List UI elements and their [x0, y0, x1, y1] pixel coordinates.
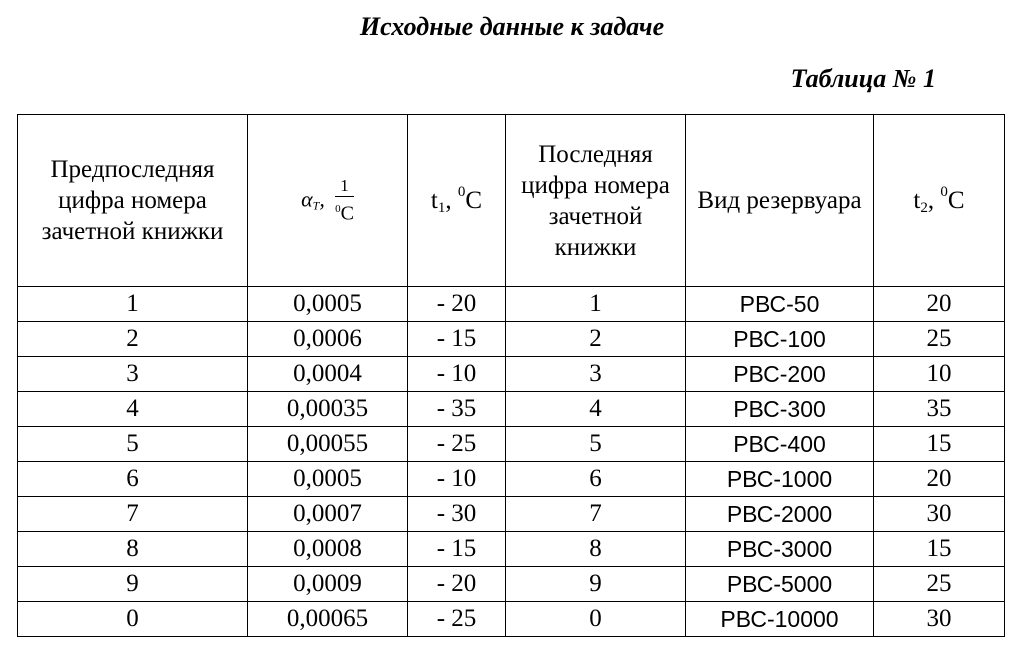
cell-alpha: 0,0009: [248, 567, 408, 602]
alpha-unit-degree: 0: [335, 202, 341, 215]
data-table: [17, 114, 1005, 637]
cell-penultimate-digit: 6: [18, 462, 248, 497]
alpha-subscript: T: [312, 198, 320, 213]
cell-last-digit: 1: [506, 287, 686, 322]
cell-tank-type: РВС-1000: [686, 462, 874, 497]
cell-last-digit: 4: [506, 392, 686, 427]
cell-tank-type: РВС-400: [686, 427, 874, 462]
cell-penultimate-digit: 1: [18, 287, 248, 322]
t1-celsius: C: [465, 187, 483, 214]
header-alpha: [248, 115, 408, 287]
cell-t2: 25: [874, 322, 1005, 357]
cell-last-digit: 8: [506, 532, 686, 567]
cell-t1: - 15: [408, 322, 506, 357]
cell-t2: 20: [874, 287, 1005, 322]
cell-tank-type: РВС-300: [686, 392, 874, 427]
cell-tank-type: РВС-100: [686, 322, 874, 357]
cell-t1: - 15: [408, 532, 506, 567]
table-row: [18, 287, 1005, 322]
cell-t1: - 35: [408, 392, 506, 427]
cell-penultimate-digit: 9: [18, 567, 248, 602]
t2-degree: 0: [940, 184, 948, 200]
cell-alpha: 0,00035: [248, 392, 408, 427]
cell-t1: - 30: [408, 497, 506, 532]
cell-t2: 20: [874, 462, 1005, 497]
cell-t1: - 20: [408, 567, 506, 602]
cell-penultimate-digit: 5: [18, 427, 248, 462]
cell-tank-type: РВС-5000: [686, 567, 874, 602]
cell-t2: 15: [874, 427, 1005, 462]
table-label: Таблица № 1: [790, 64, 936, 93]
cell-tank-type: РВС-10000: [686, 602, 874, 637]
cell-alpha: 0,0005: [248, 287, 408, 322]
alpha-comma: ,: [319, 186, 325, 212]
t1-comma: ,: [445, 187, 458, 214]
cell-tank-type: РВС-2000: [686, 497, 874, 532]
alpha-unit-numerator: 1: [335, 176, 354, 197]
table-row: [18, 427, 1005, 462]
alpha-unit-denominator: [335, 197, 354, 226]
cell-last-digit: 0: [506, 602, 686, 637]
header-t2: [874, 115, 1005, 287]
cell-t2: 35: [874, 392, 1005, 427]
table-row: [18, 567, 1005, 602]
cell-last-digit: 5: [506, 427, 686, 462]
header-row: [18, 115, 1005, 287]
cell-alpha: 0,0004: [248, 357, 408, 392]
cell-penultimate-digit: 2: [18, 322, 248, 357]
t1-subscript: 1: [437, 200, 446, 216]
cell-penultimate-digit: 3: [18, 357, 248, 392]
cell-alpha: 0,0007: [248, 497, 408, 532]
cell-t1: - 25: [408, 427, 506, 462]
t1-base: t: [430, 187, 438, 214]
table-row: [18, 462, 1005, 497]
header-last-digit: Последняя цифра номера зачетной книжки: [506, 115, 686, 287]
table-row: [18, 392, 1005, 427]
cell-t2: 15: [874, 532, 1005, 567]
cell-alpha: 0,00065: [248, 602, 408, 637]
cell-alpha: 0,00055: [248, 427, 408, 462]
cell-penultimate-digit: 0: [18, 602, 248, 637]
t2-base: t: [913, 187, 921, 214]
table-row: [18, 357, 1005, 392]
cell-last-digit: 2: [506, 322, 686, 357]
header-tank-type: Вид резервуара: [686, 115, 874, 287]
table-row: [18, 497, 1005, 532]
cell-tank-type: РВС-50: [686, 287, 874, 322]
cell-t1: - 25: [408, 602, 506, 637]
t1-degree: 0: [457, 184, 466, 200]
document-title: Исходные данные к задаче: [359, 12, 665, 41]
cell-last-digit: 7: [506, 497, 686, 532]
cell-t1: - 20: [408, 287, 506, 322]
cell-t2: 30: [874, 497, 1005, 532]
cell-penultimate-digit: 4: [18, 392, 248, 427]
cell-last-digit: 3: [506, 357, 686, 392]
header-penultimate-digit: Предпоследняя цифра номера зачетной книжки: [18, 115, 248, 287]
cell-last-digit: 9: [506, 567, 686, 602]
t2-subscript: 2: [920, 200, 928, 216]
cell-alpha: 0,0005: [248, 462, 408, 497]
alpha-unit-fraction: [335, 176, 354, 226]
cell-t2: 25: [874, 567, 1005, 602]
cell-alpha: 0,0008: [248, 532, 408, 567]
alpha-symbol: α: [301, 186, 313, 212]
cell-last-digit: 6: [506, 462, 686, 497]
alpha-unit-celsius: C: [340, 202, 354, 225]
cell-t1: - 10: [408, 357, 506, 392]
table-row: [18, 532, 1005, 567]
t2-celsius: C: [947, 187, 965, 214]
cell-penultimate-digit: 7: [18, 497, 248, 532]
cell-tank-type: РВС-200: [686, 357, 874, 392]
table-row: [18, 322, 1005, 357]
cell-t2: 10: [874, 357, 1005, 392]
t2-comma: ,: [927, 187, 941, 214]
cell-tank-type: РВС-3000: [686, 532, 874, 567]
cell-penultimate-digit: 8: [18, 532, 248, 567]
cell-t2: 30: [874, 602, 1005, 637]
cell-t1: - 10: [408, 462, 506, 497]
cell-alpha: 0,0006: [248, 322, 408, 357]
table-row: [18, 602, 1005, 637]
header-t1: [408, 115, 506, 287]
